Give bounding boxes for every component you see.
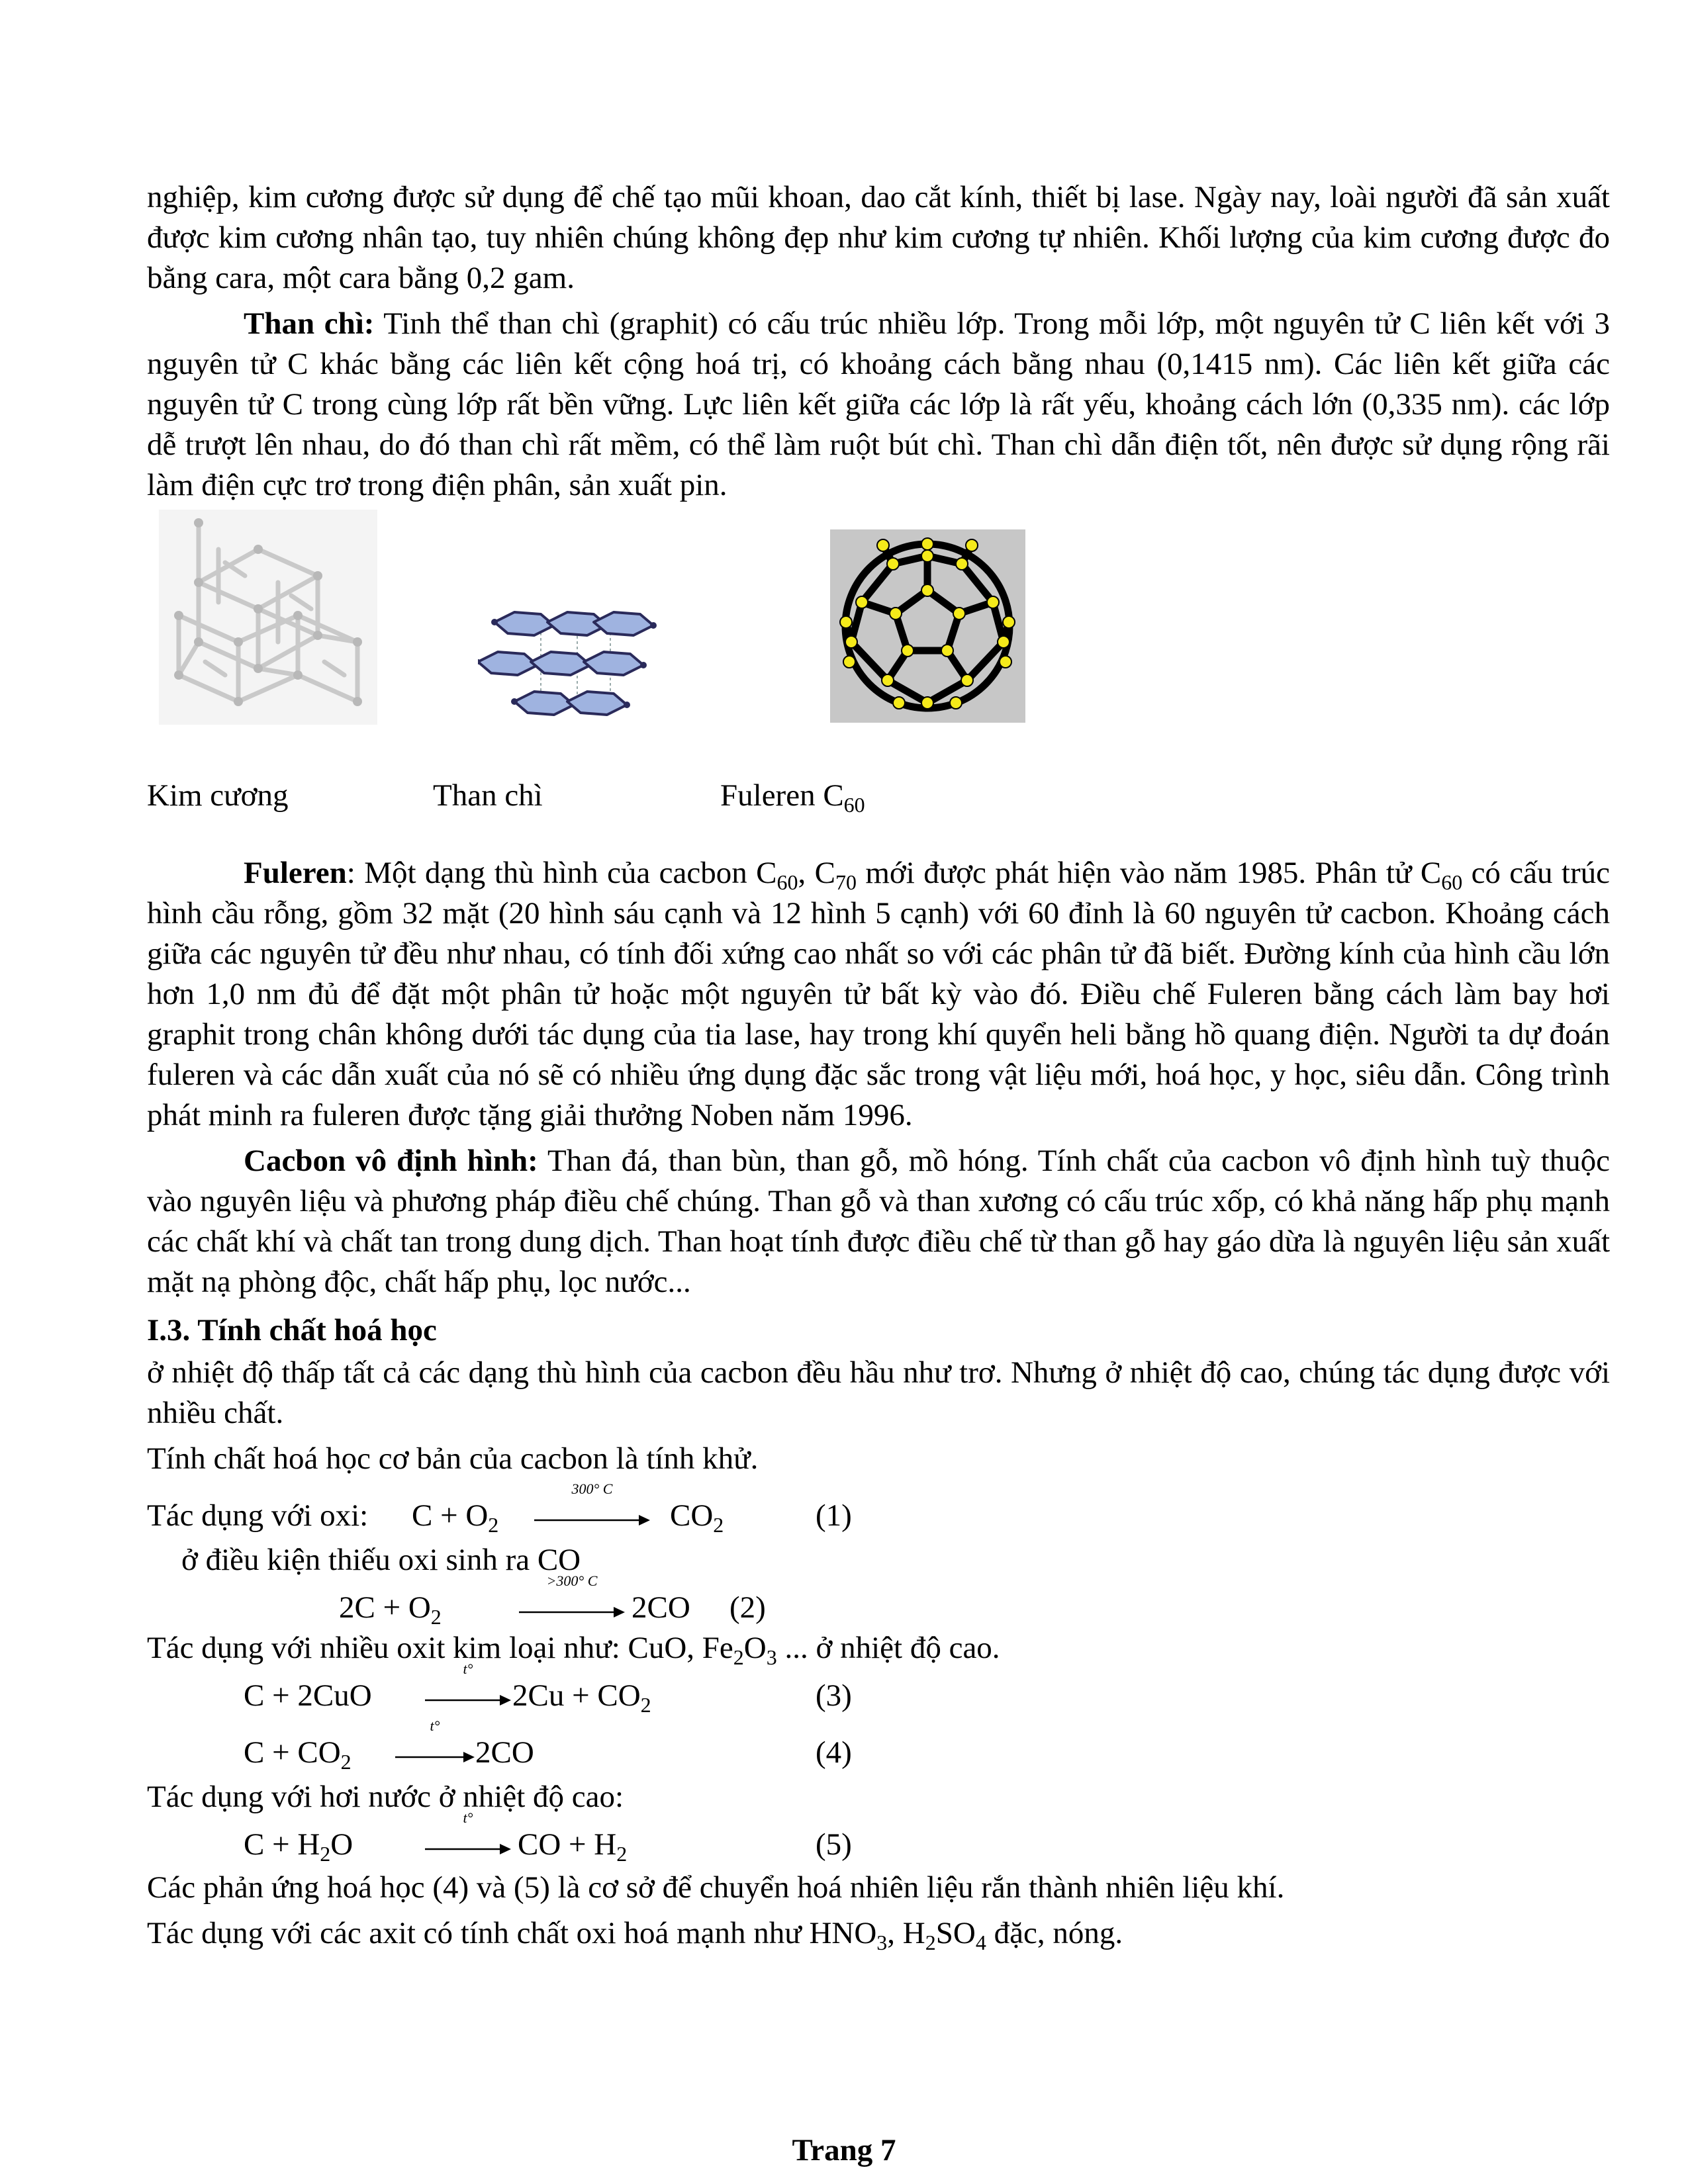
- paragraph-fullerene: Fuleren: Một dạng thù hình của cacbon $C_{60}$, $C_{70}$ mới được phát hiện vào năm 1985. Phân tử $C_{60}$ có cấu trúc hình cầu rỗng, gồm 32 mặt (20 hình sáu cạnh và 12 hình 5 cạnh) với 60 đỉnh là 60 nguyên tử cacbon. Khoảng cách giữa các nguyên tử đều như nhau, có tính đối xứng cao nhất so với các phân tử đã biết. Đường kính của hình cầu lớn hơn 1,0 nm đủ để đặt một phân tử hoặc một nguyên tử bất kỳ vào đó. Điều chế Fuleren bằng cách làm bay hơi graphit trong chân không dưới tác dụng của tia lase, hay trong khí quyển heli bằng hồ quang điện. Người ta dự đoán fuleren và các dẫn xuất của nó sẽ có nhiều ứng dụng đặc sắc trong vật liệu mới, hoá học, y học, siêu dẫn. Công trình phát minh ra fuleren được tặng giải thưởng Noben năm 1996.: [147, 856, 1610, 1132]
- reaction-arrow: 300° C: [534, 1498, 650, 1539]
- graphite-body: Tinh thể than chì (graphit) có cấu trúc nhiều lớp. Trong mỗi lớp, một nguyên tử C liên kết với 3 nguyên tử C khác bằng các liên kết cộng hoá trị, có khoảng cách bằng nhau (0,1415 nm). Các liên kết giữa các nguyên tử C trong cùng lớp rất bền vững. Lực liên kết giữa các lớp là rất yếu, khoảng cách lớn (0,335 nm). các lớp dễ trượt lên nhau, do đó than chì rất mềm, có thể làm ruột bút chì. Than chì dẫn điện tốt, nên được sử dụng rộng rãi làm điện cực trơ trong điện phân, sản xuất pin.: [147, 306, 1610, 502]
- reaction-arrow: t°: [425, 1678, 511, 1719]
- caption-graphite: Than chì: [433, 778, 543, 813]
- reaction-arrow: t°: [425, 1827, 511, 1868]
- steam-line: Tác dụng với hơi nước ở nhiệt độ cao:: [147, 1780, 624, 1814]
- paragraph-amorphous-carbon: Cacbon vô định hình: Than đá, than bùn, than gỗ, mồ hóng. Tính chất của cacbon vô định hình tuỳ thuộc vào nguyên liệu và phương pháp điều chế chúng. Than gỗ và than xương có cấu trúc xốp, có khả năng hấp phụ mạnh các chất khí và chất tan trong dung dịch. Than hoạt tính được điều chế từ than gỗ hay gáo dừa là nguyên liệu sản xuất mặt nạ phòng độc, chất hấp phụ, lọc nước...: [147, 1144, 1610, 1299]
- reaction-arrow: >300° C: [519, 1590, 625, 1631]
- acid-line: Tác dụng với các axit có tính chất oxi hoá mạnh như $HNO_3$, $H_2SO_4$ đặc, nóng.: [147, 1916, 1123, 1954]
- equation-number: (4): [816, 1735, 852, 1770]
- fullerene-c60-image: [830, 529, 1025, 723]
- document-page: [147, 177, 1610, 1954]
- graphite-lead: Than chì:: [244, 306, 375, 341]
- page-number: Trang 7: [792, 2133, 896, 2167]
- equation-number: (5): [816, 1827, 852, 1862]
- oxygen-label: Tác dụng với oxi:: [147, 1498, 369, 1533]
- paragraph-diamond-uses: nghiệp, kim cương được sử dụng để chế tạo mũi khoan, dao cắt kính, thiết bị lase. Ngày nay, loài người đã sản xuất được kim cương nhân tạo, tuy nhiên chúng không đẹp như kim cương tự nhiên. Khối lượng của kim cương được đo bằng cara, một cara bằng 0,2 gam.: [147, 180, 1610, 295]
- caption-fullerene: Fuleren $C_{60}$: [720, 778, 865, 817]
- equation-5: $C + H_2O$ t° CO + $H_2$ (5): [147, 1817, 1610, 1874]
- oxide-reaction-line: Tác dụng với nhiều oxit kim loại như: CuO, $Fe_2O_3$ ... ở nhiệt độ cao.: [147, 1631, 1000, 1669]
- graphite-layers-image: [478, 596, 667, 728]
- equation-3: C + 2CuO t° $2Cu + CO_2$ (3): [147, 1668, 1610, 1725]
- amorphous-lead: Cacbon vô định hình:: [244, 1144, 538, 1178]
- paragraph-graphite: [147, 304, 1610, 506]
- equation-1: Tác dụng với oxi: $C + O_2$ 300° C $CO_2$ (1): [147, 1488, 1610, 1545]
- equation-number: (2): [729, 1590, 766, 1625]
- figure-captions: [147, 778, 1610, 824]
- reaction-arrow: t°: [395, 1735, 475, 1776]
- equation-number: (1): [816, 1498, 852, 1533]
- caption-diamond: Kim cương: [147, 778, 289, 813]
- section-intro: ở nhiệt độ thấp tất cả các dạng thù hình của cacbon đều hầu như trơ. Nhưng ở nhiệt độ cao, chúng tác dụng được với nhiều chất.: [147, 1355, 1610, 1430]
- section-basic-property: Tính chất hoá học cơ bản của cacbon là tính khử.: [147, 1441, 759, 1476]
- equation-number: (3): [816, 1678, 852, 1713]
- equation-4: $C + CO_2$ t° 2CO (4): [147, 1725, 1610, 1782]
- basis-line: Các phản ứng hoá học (4) và (5) là cơ sở để chuyển hoá nhiên liệu rắn thành nhiên liệu khí.: [147, 1870, 1285, 1905]
- lack-oxygen-line: ở điều kiện thiếu oxi sinh ra CO: [181, 1543, 581, 1577]
- fullerene-lead: Fuleren: [244, 856, 347, 890]
- section-heading: I.3. Tính chất hoá học: [147, 1313, 437, 1347]
- allotrope-figures: [147, 510, 1610, 771]
- equation-2: $2C + O_2$ >300° C 2CO (2): [147, 1580, 1610, 1637]
- diamond-lattice-image: [159, 510, 377, 725]
